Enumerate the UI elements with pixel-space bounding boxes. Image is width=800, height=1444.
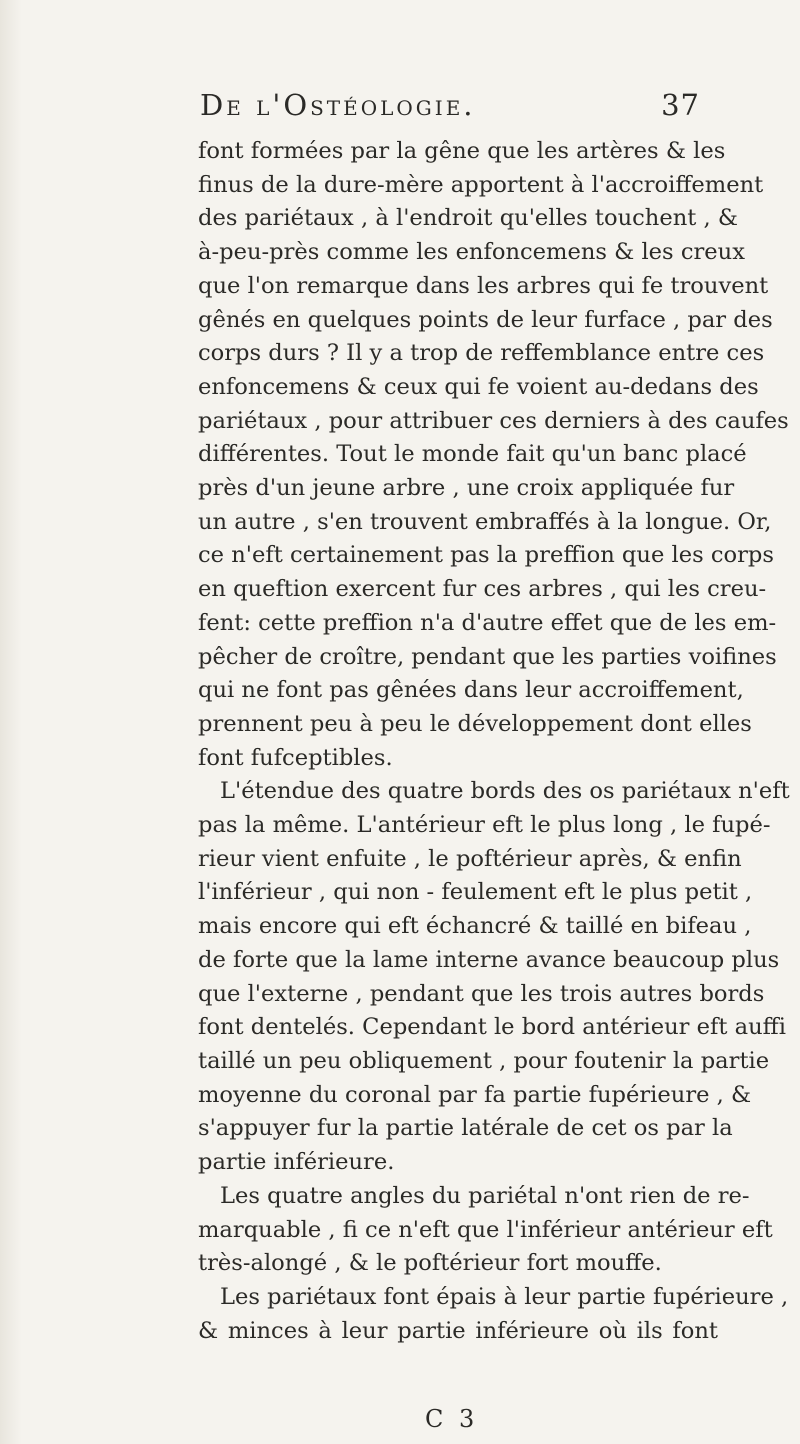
- text-line: à-peu-près comme les enfoncemens & les creux: [198, 239, 745, 266]
- page-number: 37: [661, 88, 700, 122]
- text-line: taillé un peu obliquement , pour foutenir la partie: [198, 1047, 770, 1074]
- text-line: pariétaux , pour attribuer ces derniers à des caufes: [198, 407, 789, 434]
- text-line: s'appuyer fur la partie latérale de cet os par la: [198, 1115, 733, 1142]
- text-line: moyenne du coronal par fa partie fupérieure , &: [198, 1081, 752, 1108]
- text-line: l'inférieur , qui non - feulement eft le plus petit ,: [198, 879, 753, 906]
- text-line: enfoncemens & ceux qui fe voient au-dedans des: [198, 373, 759, 400]
- text-line: font formées par la gêne que les artères & les: [198, 138, 726, 164]
- text-line: mais encore qui eft échancré & taillé en bifeau ,: [198, 913, 752, 940]
- text-line: en queftion exercent fur ces arbres , qui les creu-: [198, 576, 767, 603]
- text-line: différentes. Tout le monde fait qu'un banc placé: [198, 441, 747, 468]
- text-line: près d'un jeune arbre , une croix appliquée fur: [198, 475, 735, 502]
- text-line: que l'externe , pendant que les trois autres bords: [198, 980, 765, 1007]
- text-line: pas la même. L'antérieur eft le plus long , le fupé-: [198, 812, 771, 839]
- paragraph-end-line: très-alongé , & le poftérieur fort mouffe.: [198, 1250, 662, 1277]
- text-line: marquable , fi ce n'eft que l'inférieur antérieur eft: [198, 1216, 773, 1243]
- text-line: font dentelés. Cependant le bord antérieur eft auffi: [198, 1014, 786, 1041]
- text-line: fent: cette preffion n'a d'autre effet que de les em-: [198, 609, 777, 636]
- text-line: pêcher de croître, pendant que les parties voifines: [198, 643, 777, 670]
- signature-mark: C 3: [425, 1405, 479, 1433]
- text-line: gênés en quelques points de leur furface , par des: [198, 306, 773, 333]
- text-line: qui ne font pas gênées dans leur accroiffement,: [198, 677, 744, 704]
- text-line: que l'on remarque dans les arbres qui fe trouvent: [198, 272, 769, 299]
- body-text: [198, 135, 790, 1348]
- running-head-title: De l'Ostéologie.: [200, 88, 476, 122]
- running-head: [200, 88, 700, 122]
- text-line: corps durs ? Il y a trop de reffemblance entre ces: [198, 340, 765, 367]
- paragraph-start-line: Les pariétaux font épais à leur partie fupérieure ,: [220, 1283, 789, 1310]
- text-line: finus de la dure-mère apportent à l'accroiffement: [198, 171, 764, 198]
- text-line: ce n'eft certainement pas la preffion que les corps: [198, 542, 774, 569]
- text-line: prennent peu à peu le développement dont elles: [198, 710, 752, 737]
- paragraph-start-line: L'étendue des quatre bords des os pariétaux n'eft: [220, 778, 790, 805]
- paragraph-start-line: Les quatre angles du pariétal n'ont rien de re-: [220, 1182, 750, 1209]
- text-line: des pariétaux , à l'endroit qu'elles touchent , &: [198, 205, 738, 232]
- text-line: de forte que la lame interne avance beaucoup plus: [198, 946, 780, 973]
- text-line: un autre , s'en trouvent embraffés à la longue. Or,: [198, 508, 772, 535]
- paragraph-end-line: partie inférieure.: [198, 1149, 395, 1176]
- text-line: rieur vient enfuite , le poftérieur après, & enfin: [198, 845, 742, 872]
- text-line: & minces à leur partie inférieure où ils font: [198, 1317, 718, 1344]
- page-gutter: [0, 0, 22, 1444]
- paragraph-end-line: font fufceptibles.: [198, 744, 393, 771]
